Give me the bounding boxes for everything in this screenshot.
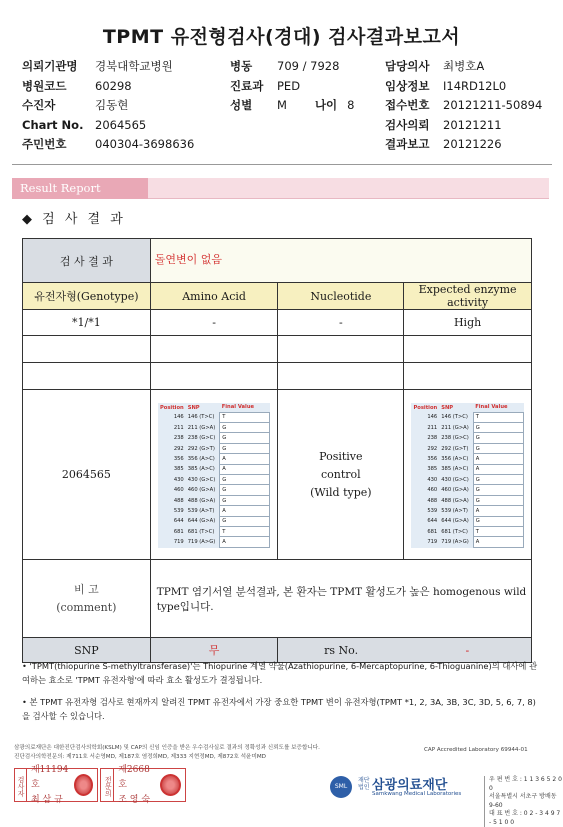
snp-variant: 719 (A>G) xyxy=(441,539,469,546)
snp-position: 356 xyxy=(173,455,184,462)
snp-position: 238 xyxy=(427,435,438,442)
snp-position: 644 xyxy=(427,518,438,525)
snp-variant: 211 (G>A) xyxy=(187,424,216,431)
stamp-side-label: 검사자 xyxy=(15,769,27,801)
seal-icon xyxy=(74,774,93,796)
meta-key: 임상정보 xyxy=(385,78,430,93)
snp-variant: 644 (G>A) xyxy=(187,518,216,525)
snp-variant: 238 (G>C) xyxy=(187,435,216,442)
meta-key: 주민번호 xyxy=(22,137,67,152)
snp-final-value: G xyxy=(220,433,270,443)
banner-label: Result Report xyxy=(12,178,148,199)
specialists-note: 진단검사의학전문의: 제711호 서순영MD, 제187호 염정희MD, 제333 지현정MD, 제872호 석윤미MD xyxy=(14,754,266,760)
snp-position: 644 xyxy=(173,518,184,525)
snp-final-value: G xyxy=(220,475,270,485)
age-value: 8 xyxy=(347,98,355,113)
snp-variant: 146 (T>C) xyxy=(187,414,215,421)
referring-institution: 경북대학교병원 xyxy=(95,59,173,73)
receipt-number: 20121211-50894 xyxy=(443,98,543,113)
snp-row xyxy=(411,485,523,495)
snp-variant: 430 (G>C) xyxy=(187,476,216,483)
seal-icon xyxy=(160,774,181,796)
snp-final-value: G xyxy=(220,423,270,433)
department: PED xyxy=(277,78,301,93)
snp-variant: 644 (G>A) xyxy=(441,518,469,525)
snp-final-value: G xyxy=(220,443,270,453)
resident-number: 040304-3698636 xyxy=(95,137,195,152)
ward: 709 / 7928 xyxy=(277,59,340,73)
snp-position: 146 xyxy=(173,414,184,421)
snp-variant: 238 (G>C) xyxy=(441,435,469,442)
snp-label: SNP xyxy=(23,638,151,663)
snp-row xyxy=(158,454,270,464)
snp-row xyxy=(411,537,523,547)
org-name-english: Samkwang Medical Laboratories xyxy=(372,791,462,797)
patient-name: 김동현 xyxy=(95,98,129,113)
control-label-line2: control xyxy=(320,467,361,481)
snp-position: 211 xyxy=(173,424,184,431)
sample-snp-table xyxy=(158,403,270,548)
snp-final-value: G xyxy=(473,443,523,453)
snp-row xyxy=(411,464,523,474)
snp-position: 460 xyxy=(173,487,184,494)
snp-row xyxy=(411,506,523,516)
snp-variant: 488 (G>A) xyxy=(441,497,469,504)
snp-position: 211 xyxy=(427,424,438,431)
result-label: 검 사 결 과 xyxy=(23,239,151,283)
meta-key: 담당의사 xyxy=(385,59,430,73)
genotype-row xyxy=(23,310,532,336)
sex: M xyxy=(277,98,287,113)
snp-final-value: A xyxy=(220,506,270,516)
snp-position: 292 xyxy=(427,445,438,452)
snp-final-value: G xyxy=(473,516,523,526)
snp-header-cell: SNP xyxy=(441,404,454,411)
snp-row xyxy=(158,527,270,537)
meta-key: 결과보고 xyxy=(385,137,430,152)
snp-row xyxy=(158,516,270,526)
snp-final-value: G xyxy=(473,485,523,495)
postal-code: 우 편 번 호 : 1 1 3 6 5 2 0 0 xyxy=(489,776,562,792)
snp-row xyxy=(411,516,523,526)
sample-id: 2064565 xyxy=(23,390,151,560)
col-header-enzyme-activity: Expected enzyme activity xyxy=(404,283,532,310)
snp-variant: 146 (T>C) xyxy=(441,414,468,421)
report-title: TPMT 유전형검사(경대) 검사결과보고서 xyxy=(102,26,461,48)
snp-final-value: T xyxy=(220,527,270,537)
samkwang-logo-icon: SML xyxy=(330,776,352,798)
amino-acid-value: - xyxy=(150,310,278,336)
snp-variant: 292 (G>T) xyxy=(441,445,469,452)
accreditation-note: 삼광의료재단은 대한진단검사의학회(KSLM) 및 CAP의 신임 인증을 받은 우수검사실로 결과의 정확성과 신뢰도를 보증합니다. xyxy=(14,745,320,751)
snp-row xyxy=(411,433,523,443)
control-snp-cell xyxy=(404,390,532,560)
snp-row xyxy=(158,433,270,443)
snp-summary-row xyxy=(23,638,532,663)
snp-position: 681 xyxy=(173,528,184,535)
snp-final-value: G xyxy=(473,423,523,433)
snp-row xyxy=(158,537,270,547)
snp-row xyxy=(158,443,270,453)
snp-position: 430 xyxy=(173,476,184,483)
snp-variant: 719 (A>G) xyxy=(187,539,216,546)
snp-row xyxy=(411,423,523,433)
nucleotide-value: - xyxy=(278,310,404,336)
chart-number: 2064565 xyxy=(95,117,147,132)
snp-final-value: T xyxy=(220,412,270,422)
snp-row xyxy=(158,506,270,516)
snp-position: 385 xyxy=(427,466,438,473)
snp-variant: 385 (A>C) xyxy=(441,466,469,473)
snp-final-value: G xyxy=(220,495,270,505)
snp-position: 238 xyxy=(173,435,184,442)
comment-row xyxy=(23,560,532,638)
snp-row xyxy=(158,475,270,485)
meta-key: 의뢰기관명 xyxy=(22,59,78,73)
snp-position: 539 xyxy=(427,507,438,514)
snp-variant: 488 (G>A) xyxy=(187,497,216,504)
snp-final-value: G xyxy=(473,433,523,443)
snp-final-value: A xyxy=(220,454,270,464)
snp-row xyxy=(158,412,270,422)
snp-variant: 385 (A>C) xyxy=(187,466,215,473)
genotype-header-row xyxy=(23,283,532,310)
snp-row xyxy=(411,454,523,464)
result-table xyxy=(22,238,532,663)
patient-info-col2 xyxy=(230,57,354,116)
meta-key: Chart No. xyxy=(22,117,84,132)
meta-key: 진료과 xyxy=(230,78,264,93)
comment-text: TPMT 염기서열 분석결과, 본 환자는 TPMT 활성도가 높은 homogenous wild type입니다. xyxy=(150,560,531,638)
street-address: 서울특별시 서초구 방배동 9-60 xyxy=(489,793,557,809)
clinical-info: I14RD12L0 xyxy=(443,78,507,93)
snp-row xyxy=(411,527,523,537)
meta-key: 수진자 xyxy=(22,98,56,113)
age-label: 나이 xyxy=(314,98,338,113)
comment-label-line1: 비 고 xyxy=(73,582,99,596)
divider xyxy=(12,164,552,165)
enzyme-activity-value: High xyxy=(404,310,532,336)
request-date: 20121211 xyxy=(443,117,502,132)
snp-final-value: G xyxy=(473,495,523,505)
patient-info-col3 xyxy=(385,57,542,155)
snp-header-cell: SNP xyxy=(187,404,200,411)
stamp-side-label: 전문의 xyxy=(101,769,114,801)
snp-final-value: G xyxy=(220,516,270,526)
snp-header-cell: Final Value xyxy=(475,404,508,411)
comment-label-line2: (comment) xyxy=(56,600,117,614)
org-name: 삼광의료재단 xyxy=(372,778,448,793)
snp-final-value: T xyxy=(473,527,523,537)
genotype-value: *1/*1 xyxy=(23,310,151,336)
result-report-banner xyxy=(12,178,549,199)
snp-row xyxy=(158,464,270,474)
meta-key: 접수번호 xyxy=(385,98,430,113)
snp-row xyxy=(411,412,523,422)
examiner-license: 제11194호 xyxy=(30,764,69,790)
meta-key: 병동 xyxy=(230,59,253,73)
snp-variant: 356 (A>C) xyxy=(187,455,215,462)
org-type: 재단법인 xyxy=(358,777,370,791)
snp-position: 681 xyxy=(427,528,438,535)
report-date: 20121226 xyxy=(443,137,502,152)
org-address xyxy=(484,776,563,827)
physician: 최병호A xyxy=(443,59,485,73)
control-snp-table xyxy=(411,403,523,548)
specialist-stamp xyxy=(100,764,186,805)
snp-variant: 356 (A>C) xyxy=(441,455,469,462)
patient-info-col1 xyxy=(22,57,194,155)
snp-header-row xyxy=(411,403,523,412)
snp-variant: 430 (G>C) xyxy=(441,476,469,483)
snp-position: 292 xyxy=(173,445,184,452)
snp-position: 719 xyxy=(427,539,438,546)
examiner-stamp xyxy=(14,764,98,805)
snp-variant: 211 (G>A) xyxy=(441,424,469,431)
snp-row xyxy=(411,475,523,485)
snp-variant: 460 (G>A) xyxy=(187,487,216,494)
rs-value: - xyxy=(404,638,532,663)
meta-key: 검사의뢰 xyxy=(385,117,430,132)
snp-variant: 460 (G>A) xyxy=(441,487,469,494)
snp-position: 488 xyxy=(173,497,184,504)
snp-final-value: G xyxy=(473,475,523,485)
snp-header-cell: Position xyxy=(159,404,184,411)
empty-row xyxy=(23,336,532,363)
snp-variant: 681 (T>C) xyxy=(187,528,215,535)
result-value: 돌연변이 없음 xyxy=(150,239,531,283)
snp-final-value: A xyxy=(473,454,523,464)
specialist-name: 조 영 숙 xyxy=(118,794,151,805)
snp-row xyxy=(158,495,270,505)
snp-panel-row xyxy=(23,390,532,560)
cap-accreditation: CAP Accredited Laboratory 69944-01 xyxy=(424,747,528,753)
specialist-license: 제2668호 xyxy=(118,764,150,790)
snp-row xyxy=(158,485,270,495)
snp-variant: 539 (A>T) xyxy=(441,507,468,514)
comment-label xyxy=(23,560,151,638)
snp-position: 719 xyxy=(173,539,184,546)
rs-label: rs No. xyxy=(278,638,404,663)
snp-variant: 539 (A>T) xyxy=(187,507,215,514)
meta-key: 성별 xyxy=(230,98,253,113)
snp-final-value: A xyxy=(220,537,270,547)
snp-row xyxy=(411,443,523,453)
snp-value: 무 xyxy=(150,638,278,663)
snp-final-value: T xyxy=(473,412,523,422)
snp-position: 385 xyxy=(173,466,184,473)
snp-final-value: G xyxy=(220,485,270,495)
snp-row xyxy=(411,495,523,505)
control-label-line3: (Wild type) xyxy=(310,485,372,499)
section-title: ◆ 검 사 결 과 xyxy=(22,212,126,227)
meta-key: 병원코드 xyxy=(22,78,67,93)
col-header-amino-acid: Amino Acid xyxy=(150,283,278,310)
snp-header-row xyxy=(158,403,270,412)
snp-position: 146 xyxy=(427,414,438,421)
footnote-tpmt: • 'TPMT(thiopurine S-methyltransferase)'는 Thiopurine 계열 약물(Azathiopurine, 6-Mercaptopurine, 6-Thioguanine)의 대사에 관여하는 효소로 'TPMT 유전자형'에 따라 효소 활성도가 결정됩니다. xyxy=(22,661,538,685)
snp-position: 356 xyxy=(427,455,438,462)
snp-final-value: A xyxy=(473,537,523,547)
control-label-line1: Positive xyxy=(319,449,363,463)
snp-variant: 292 (G>T) xyxy=(187,445,215,452)
col-header-nucleotide: Nucleotide xyxy=(278,283,404,310)
snp-row xyxy=(158,423,270,433)
empty-row xyxy=(23,363,532,390)
snp-final-value: A xyxy=(473,506,523,516)
snp-position: 488 xyxy=(427,497,438,504)
snp-final-value: A xyxy=(220,464,270,474)
phone-number: 대 표 번 호 : 0 2 - 3 4 9 7 - 5 1 0 0 xyxy=(489,810,561,826)
examiner-name: 최 삼 규 xyxy=(30,794,63,805)
snp-position: 539 xyxy=(173,507,184,514)
snp-position: 430 xyxy=(427,476,438,483)
snp-position: 460 xyxy=(427,487,438,494)
control-label xyxy=(278,390,404,560)
snp-header-cell: Final Value xyxy=(221,404,255,411)
hospital-code: 60298 xyxy=(95,78,132,93)
col-header-genotype: 유전자형(Genotype) xyxy=(23,283,151,310)
snp-final-value: A xyxy=(473,464,523,474)
snp-header-cell: Position xyxy=(413,404,438,411)
snp-variant: 681 (T>C) xyxy=(441,528,468,535)
sample-snp-cell xyxy=(150,390,278,560)
footnote-scope: • 본 TPMT 유전자형 검사로 현재까지 알려진 TPMT 유전자에서 가장 중요한 TPMT 변이 유전자형(TPMT *1, 2, 3A, 3B, 3C, 3D, 5, 6, 7, 8)을 검사할 수 있습니다. xyxy=(22,697,536,721)
